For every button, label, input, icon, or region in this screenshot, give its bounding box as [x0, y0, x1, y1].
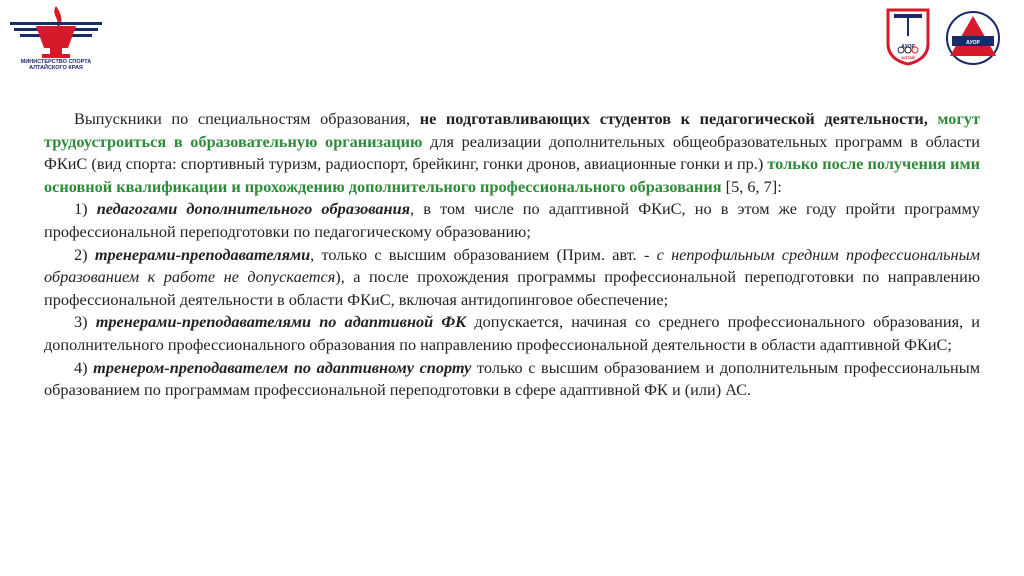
intro-bold-text: не подготавливающих студентов к педагогической деятельности,: [419, 109, 928, 128]
altai-caption: АЛТАЙ: [901, 55, 915, 60]
intro-space: [928, 109, 938, 128]
list-item-2: [44, 244, 980, 312]
list-item-term: педагогами дополнительного образования: [96, 199, 411, 219]
flame-emblem-icon: [6, 4, 106, 60]
list-item-term: тренерами-преподавателями: [94, 244, 311, 264]
list-item-3: [44, 311, 980, 356]
list-item-number: 1): [74, 199, 97, 219]
intro-text-2: для реализации дополнительных общеобразовательных программ в области ФКиС (вид спорта: спортивный туризм, радиоспорт, брейкинг, гонки дронов, авиационные гонки и пр.): [44, 131, 980, 174]
list-item-text: , только с высшим образованием (Прим. авт. -: [310, 244, 657, 264]
ministry-logo: [6, 4, 106, 76]
intro-green-text-2: только после получения ими основной квалификации и прохождению дополнительного профессионального образования: [44, 154, 980, 196]
list-item-1: [44, 198, 980, 243]
list-item-text-2: ), а после прохождения программы профессиональной переподготовки по направлению профессиональной деятельности в области ФКиС, включая антидопинговое обеспечение;: [44, 267, 980, 309]
list-item-number: 3): [74, 312, 96, 332]
list-item-text: допускается, начиная со среднего профессионального образования, и дополнительного профессионального образования по направлению профессиональной деятельности в области адаптивной ФКиС;: [44, 312, 980, 354]
auor-triangle-caption: АУОР: [966, 40, 980, 46]
intro-paragraph: [44, 108, 980, 198]
list-item-term: тренерами-преподавателями по адаптивной ФК: [95, 312, 467, 332]
list-item-note: с непрофильным средним профессиональным образованием к работе не допускается: [44, 244, 980, 287]
intro-references: [5, 6, 7]:: [721, 176, 782, 196]
list-item-text: , в том числе по адаптивной ФКиС, но в этом же году пройти программу профессиональной переподготовки по педагогическому образованию;: [44, 199, 981, 241]
auor-altai-logo: [884, 6, 932, 66]
intro-text: Выпускники по специальностям образования,: [74, 109, 420, 128]
list-item-number: 4): [74, 357, 94, 377]
ministry-logo-caption: МИНИСТЕРСТВО СПОРТА АЛТАЙСКОГО КРАЯ: [20, 59, 92, 71]
list-item-number: 2): [74, 244, 95, 264]
auor-caption: АУОР: [901, 44, 915, 50]
auor-triangle-logo: [944, 10, 1002, 66]
intro-green-text: могут трудоустроиться в образовательную организацию: [44, 109, 980, 151]
list-item-text: только с высшим образованием и дополнительным профессиональным образованием по программам профессиональной переподготовки в сфере адаптивной ФК и (или) АС.: [44, 357, 981, 400]
list-item-term: тренером-преподавателем по адаптивному спорту: [93, 357, 472, 377]
triangle-emblem-icon: [944, 10, 1002, 66]
list-item-4: [44, 357, 980, 402]
main-text: [44, 108, 980, 402]
